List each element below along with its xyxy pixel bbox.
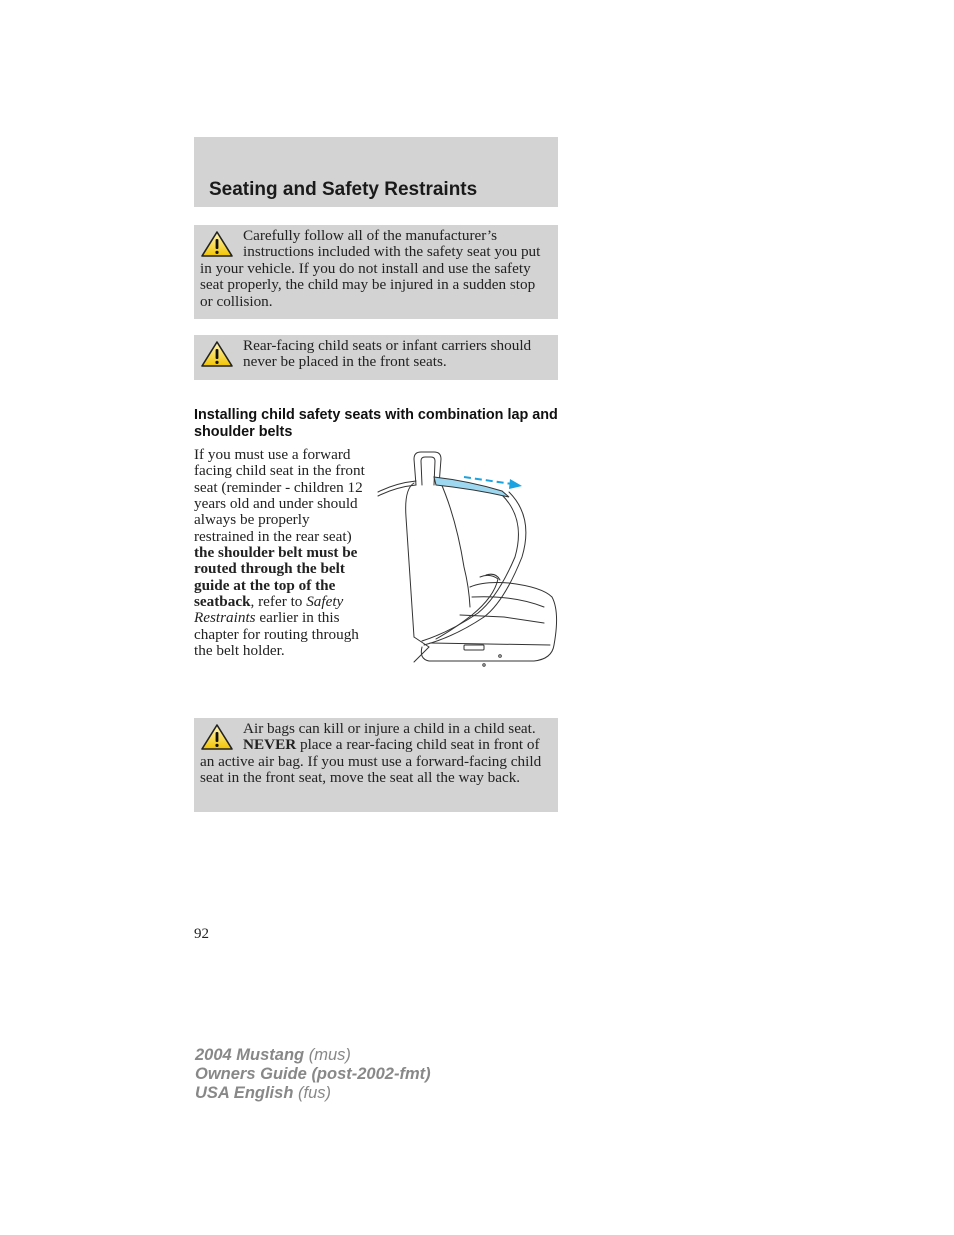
warning-box-2 bbox=[194, 335, 558, 380]
warning-triangle-icon bbox=[200, 723, 234, 751]
body-intro: If you must use a forward facing child seat in the front seat (reminder - children 12 years old and under should always be properly restrained in the rear seat) bbox=[194, 446, 365, 545]
section-header bbox=[194, 137, 558, 207]
warning-text bbox=[200, 721, 548, 787]
footer-language-code: (fus) bbox=[293, 1084, 331, 1102]
warning-box-1 bbox=[194, 225, 558, 319]
warning-box-3 bbox=[194, 718, 558, 812]
page-title: Seating and Safety Restraints bbox=[209, 179, 478, 200]
section-heading: Installing child safety seats with combination lap and shoulder belts bbox=[194, 407, 558, 440]
body-italic: Safety Restraints bbox=[194, 593, 344, 627]
footer-line-3 bbox=[195, 1084, 431, 1103]
document-footer bbox=[195, 1046, 431, 1103]
seat-belt-illustration bbox=[374, 447, 559, 669]
warning-text-after: place a rear-facing child seat in front of an active air bag. If you must use a forward-facing child seat in the front seat, move the seat all the way back. bbox=[200, 736, 542, 787]
warning-emphasis: NEVER bbox=[243, 736, 297, 754]
warning-text-before: Air bags can kill or injure a child in a child seat. bbox=[243, 720, 536, 737]
body-bold: the shoulder belt must be routed through the belt guide at the top of the seatback bbox=[194, 544, 358, 611]
footer-language: USA English bbox=[195, 1084, 294, 1102]
footer-model-code: (mus) bbox=[304, 1046, 351, 1064]
page-number: 92 bbox=[194, 926, 209, 942]
footer-line-1 bbox=[195, 1046, 431, 1065]
footer-line-2 bbox=[195, 1065, 431, 1084]
warning-text: Rear-facing child seats or infant carriers should never be placed in the front seats. bbox=[243, 337, 532, 371]
body-paragraph bbox=[194, 447, 366, 659]
warning-text: Carefully follow all of the manufacturer’s instructions included with the safety seat you put in your vehicle. If you do not install and use the safety seat properly, the child may be injured in a sudden stop or collision. bbox=[200, 227, 541, 310]
warning-triangle-icon bbox=[200, 340, 234, 368]
footer-model: 2004 Mustang bbox=[195, 1046, 305, 1064]
footer-guide: Owners Guide (post-2002-fmt) bbox=[195, 1065, 431, 1083]
body-mid: , refer to bbox=[250, 593, 307, 611]
warning-triangle-icon bbox=[200, 230, 234, 258]
body-end: earlier in this chapter for routing through the belt holder. bbox=[194, 609, 359, 660]
